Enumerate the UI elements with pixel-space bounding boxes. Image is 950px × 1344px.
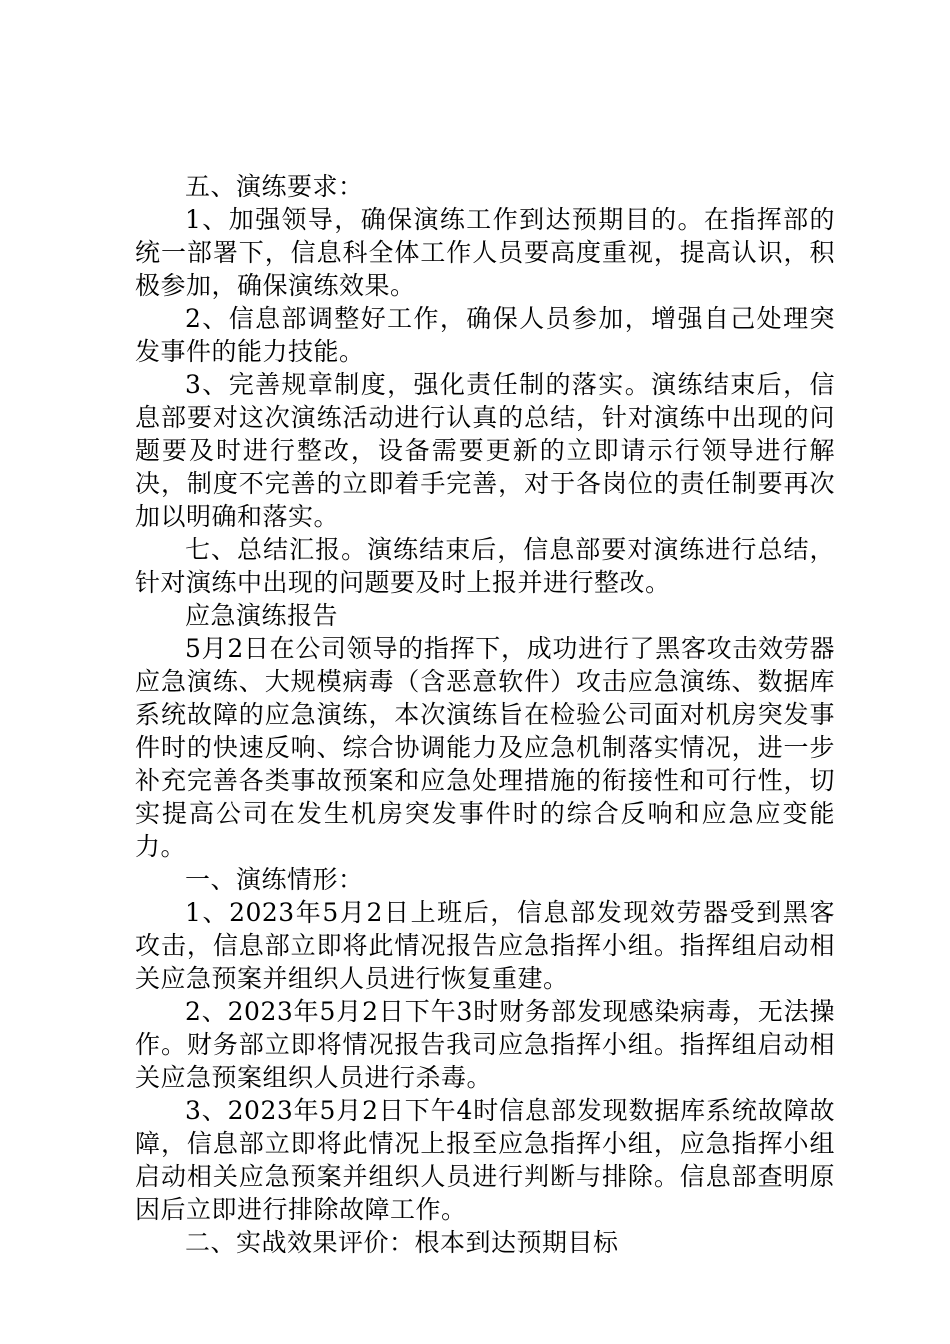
report-intro-paragraph: 5月2日在公司领导的指挥下，成功进行了黑客攻击效劳器应急演练、大规模病毒（含恶意软件）攻击应急演练、数据库系统故障的应急演练，本次演练旨在检验公司面对机房突发事件时的快速反响、综合协调能力及应急机制落实情况，进一步补充完善各类事故预案和应急处理措施的衔接性和可行性，切实提高公司在发生机房突发事件时的综合反响和应急应变能力。 — [135, 634, 835, 861]
scenario-item-3: 3、2023年5月2日下午4时信息部发现数据库系统故障故障，信息部立即将此情况上报至应急指挥小组，应急指挥小组启动相关应急预案并组织人员进行判断与排除。信息部查明原因后立即进行排除故障工作。 — [135, 1096, 835, 1224]
requirement-item-3: 3、完善规章制度，强化责任制的落实。演练结束后，信息部要对这次演练活动进行认真的总结，针对演练中出现的问题要及时进行整改，设备需要更新的立即请示行领导进行解决，制度不完善的立即着手完善，对于各岗位的责任制要再次加以明确和落实。 — [135, 370, 835, 531]
scenario-item-2: 2、2023年5月2日下午3时财务部发现感染病毒，无法操作。财务部立即将情况报告我司应急指挥小组。指挥组启动相关应急预案组织人员进行杀毒。 — [135, 997, 835, 1092]
requirement-item-1: 1、加强领导，确保演练工作到达预期目的。在指挥部的统一部署下，信息科全体工作人员要高度重视，提高认识，积极参加，确保演练效果。 — [135, 205, 835, 300]
section-heading-evaluation: 二、实战效果评价：根本到达预期目标 — [185, 1228, 619, 1257]
section-heading-drill-requirements: 五、演练要求： — [185, 172, 364, 201]
scenario-item-1: 1、2023年5月2日上班后，信息部发现效劳器受到黑客攻击，信息部立即将此情况报告应急指挥小组。指挥组启动相关应急预案并组织人员进行恢复重建。 — [135, 898, 835, 993]
requirement-item-2: 2、信息部调整好工作，确保人员参加，增强自己处理突发事件的能力技能。 — [135, 304, 835, 366]
document-body — [135, 170, 835, 1259]
summary-report-item: 七、总结汇报。演练结束后，信息部要对演练进行总结，针对演练中出现的问题要及时上报并进行整改。 — [135, 535, 835, 597]
report-title: 应急演练报告 — [185, 601, 339, 630]
section-heading-drill-scenarios: 一、演练情形： — [185, 865, 364, 894]
